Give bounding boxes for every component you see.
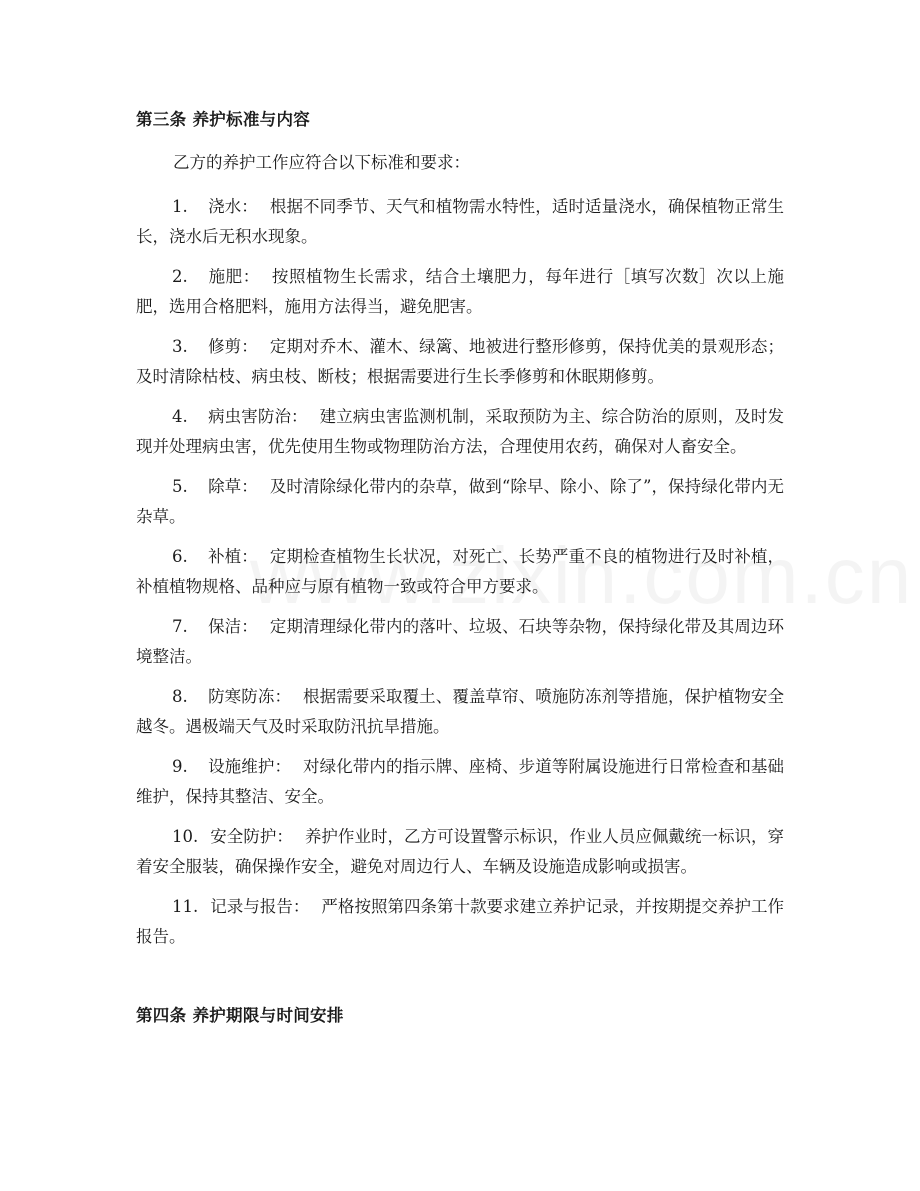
list-item-pruning [136, 332, 784, 392]
item-number: 8. [172, 687, 188, 706]
list-item-cleaning [136, 612, 784, 672]
list-item-frost-protection [136, 682, 784, 742]
item-title: 修剪： [208, 337, 258, 356]
item-number: 5. [172, 477, 188, 496]
item-text: 定期检查植物生长状况，对死亡、长势严重不良的植物进行及时补植，补植植物规格、品种应与原有植物一致或符合甲方要求。 [136, 547, 785, 596]
item-number: 1. [172, 197, 188, 216]
item-text: 按照植物生长需求，结合土壤肥力，每年进行［填写次数］次以上施肥，选用合格肥料，施用方法得当，避免肥害。 [136, 267, 785, 316]
item-number: 4. [172, 407, 188, 426]
item-title: 安全防护： [210, 827, 293, 846]
list-item-fertilizing [136, 262, 784, 322]
item-number: 9. [172, 757, 188, 776]
item-title: 病虫害防治： [208, 407, 308, 426]
item-text: 严格按照第四条第十款要求建立养护记录，并按期提交养护工作报告。 [136, 897, 785, 946]
item-number: 6. [172, 547, 188, 566]
list-item-pest-control [136, 402, 784, 462]
list-item-safety [136, 822, 784, 882]
standards-list [136, 192, 784, 962]
item-title: 记录与报告： [210, 897, 310, 916]
item-text: 根据不同季节、天气和植物需水特性，适时适量浇水，确保植物正常生长，浇水后无积水现象。 [136, 197, 785, 246]
item-title: 保洁： [208, 617, 258, 636]
item-text: 对绿化带内的指示牌、座椅、步道等附属设施进行日常检查和基础维护，保持其整洁、安全。 [136, 757, 785, 806]
item-text: 根据需要采取覆土、覆盖草帘、喷施防冻剂等措施，保护植物安全越冬。遇极端天气及时采取防汛抗旱措施。 [136, 687, 785, 736]
item-number: 2. [172, 267, 188, 286]
section3-heading: 第三条 养护标准与内容 [136, 110, 311, 129]
list-item-weeding [136, 472, 784, 532]
list-item-replanting [136, 542, 784, 602]
list-item-records [136, 892, 784, 952]
item-title: 施肥： [208, 267, 260, 286]
item-title: 防寒防冻： [208, 687, 292, 706]
item-title: 除草： [208, 477, 258, 496]
list-item-facility-maintenance [136, 752, 784, 812]
item-title: 浇水： [208, 197, 258, 216]
item-title: 设施维护： [208, 757, 292, 776]
item-text: 养护作业时，乙方可设置警示标识，作业人员应佩戴统一标识，穿着安全服装，确保操作安全，避免对周边行人、车辆及设施造成影响或损害。 [136, 827, 785, 876]
item-number: 7. [172, 617, 188, 636]
item-text: 建立病虫害监测机制，采取预防为主、综合防治的原则，及时发现并处理病虫害，优先使用生物或物理防治方法，合理使用农药，确保对人畜安全。 [136, 407, 785, 456]
item-number: 11. [172, 897, 199, 916]
item-title: 补植： [208, 547, 258, 566]
item-text: 定期对乔木、灌木、绿篱、地被进行整形修剪，保持优美的景观形态；及时清除枯枝、病虫枝、断枝；根据需要进行生长季修剪和休眠期修剪。 [136, 337, 785, 386]
section4-heading: 第四条 养护期限与时间安排 [136, 1006, 344, 1025]
intro-paragraph: 乙方的养护工作应符合以下标准和要求： [173, 153, 470, 172]
item-text: 及时清除绿化带内的杂草，做到“除早、除小、除了”，保持绿化带内无杂草。 [136, 477, 785, 526]
item-text: 定期清理绿化带内的落叶、垃圾、石块等杂物，保持绿化带及其周边环境整洁。 [136, 617, 785, 666]
list-item-watering [136, 192, 784, 252]
item-number: 10. [172, 827, 199, 846]
item-number: 3. [172, 337, 188, 356]
